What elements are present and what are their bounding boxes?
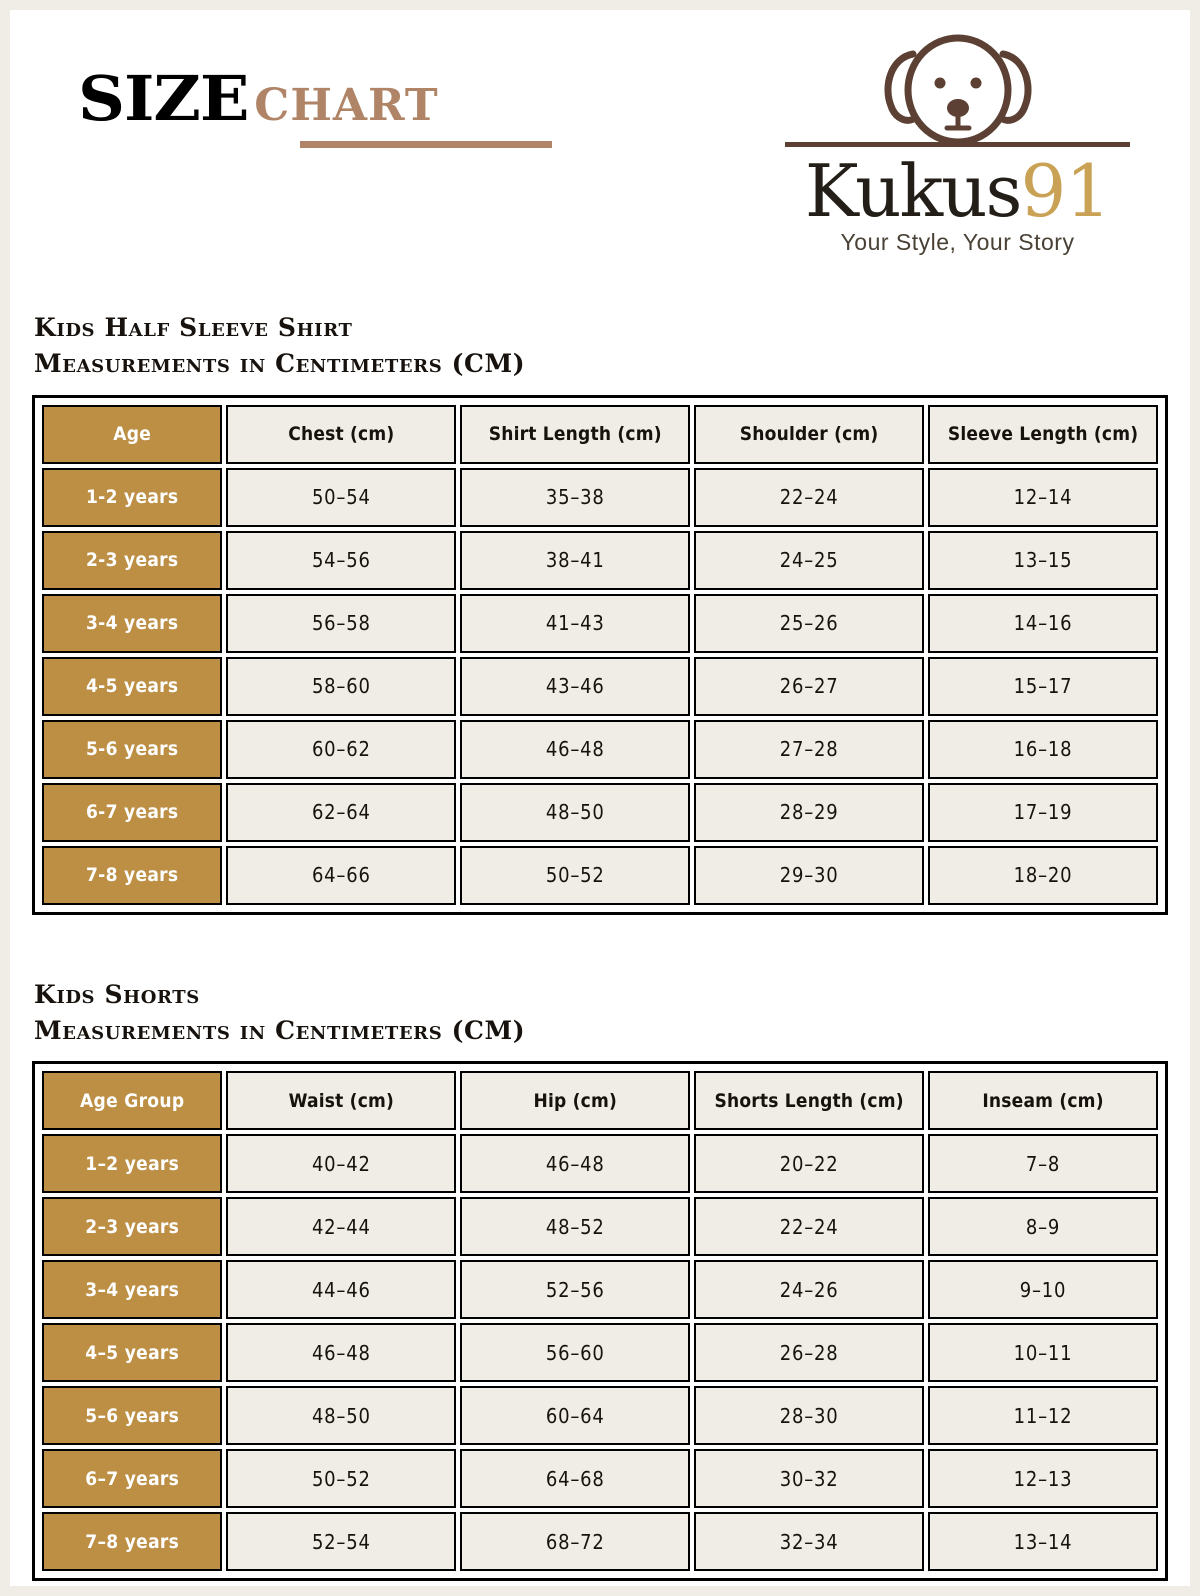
shirt-value-cell: 62–64 [226, 783, 456, 842]
shirt-value-cell: 56–58 [226, 594, 456, 653]
shirt-column-header: Sleeve Length (cm) [928, 405, 1158, 464]
shorts-value-cell: 50–52 [226, 1449, 456, 1508]
shorts-value-cell: 8–9 [928, 1197, 1158, 1256]
shorts-age-cell: 6–7 years [42, 1449, 222, 1508]
section-heading-shirt [34, 310, 1190, 383]
shorts-value-cell: 26–28 [694, 1323, 924, 1382]
title-underline-rule [300, 141, 552, 148]
shirt-age-cell: 2-3 years [42, 531, 222, 590]
shirt-header-row [42, 405, 1158, 464]
section-heading-shirt-line1: Kids Half Sleeve Shirt [34, 313, 353, 342]
shorts-value-cell: 40–42 [226, 1134, 456, 1193]
shorts-value-cell: 52–54 [226, 1512, 456, 1571]
shirt-age-cell: 1-2 years [42, 468, 222, 527]
shorts-table-head [42, 1071, 1158, 1130]
table-row [42, 1512, 1158, 1571]
table-row [42, 1260, 1158, 1319]
shorts-value-cell: 22–24 [694, 1197, 924, 1256]
shorts-age-cell: 3–4 years [42, 1260, 222, 1319]
shorts-value-cell: 48–50 [226, 1386, 456, 1445]
shirt-column-header: Chest (cm) [226, 405, 456, 464]
shorts-header-row [42, 1071, 1158, 1130]
shorts-value-cell: 52–56 [460, 1260, 690, 1319]
shorts-value-cell: 64–68 [460, 1449, 690, 1508]
shirt-value-cell: 54–56 [226, 531, 456, 590]
shorts-size-table-frame [32, 1061, 1168, 1581]
section-heading-shorts [34, 977, 1190, 1050]
shorts-table-body [42, 1134, 1158, 1571]
shorts-value-cell: 42–44 [226, 1197, 456, 1256]
shorts-value-cell: 68–72 [460, 1512, 690, 1571]
shorts-value-cell: 12–13 [928, 1449, 1158, 1508]
logo-divider-rule [785, 142, 1130, 147]
shorts-age-cell: 2–3 years [42, 1197, 222, 1256]
shirt-value-cell: 50–54 [226, 468, 456, 527]
section-heading-shirt-line2: Measurements in Centimeters (CM) [34, 349, 526, 379]
title-size-word: SIZE [78, 62, 249, 135]
size-chart-page [10, 10, 1190, 1586]
shorts-size-table [38, 1067, 1162, 1575]
table-row [42, 531, 1158, 590]
shirt-size-table-frame [32, 395, 1168, 915]
dog-head-icon [873, 28, 1043, 146]
shorts-value-cell: 60–64 [460, 1386, 690, 1445]
shirt-age-cell: 3-4 years [42, 594, 222, 653]
shirt-table-body [42, 468, 1158, 905]
shirt-value-cell: 64–66 [226, 846, 456, 905]
shorts-column-header: Waist (cm) [226, 1071, 456, 1130]
shorts-age-cell: 7–8 years [42, 1512, 222, 1571]
shirt-value-cell: 58–60 [226, 657, 456, 716]
table-row [42, 657, 1158, 716]
shirt-age-cell: 6-7 years [42, 783, 222, 842]
shorts-value-cell: 10–11 [928, 1323, 1158, 1382]
brand-wordmark [785, 149, 1130, 233]
shirt-column-header: Age [42, 405, 222, 464]
shorts-value-cell: 46–48 [460, 1134, 690, 1193]
shirt-column-header: Shoulder (cm) [694, 405, 924, 464]
shorts-column-header: Hip (cm) [460, 1071, 690, 1130]
shorts-value-cell: 56–60 [460, 1323, 690, 1382]
shorts-value-cell: 20–22 [694, 1134, 924, 1193]
shorts-value-cell: 32–34 [694, 1512, 924, 1571]
shirt-value-cell: 16–18 [928, 720, 1158, 779]
title-chart-word: CHART [254, 80, 439, 131]
table-row [42, 594, 1158, 653]
shirt-value-cell: 27–28 [694, 720, 924, 779]
table-row [42, 720, 1158, 779]
shirt-value-cell: 13–15 [928, 531, 1158, 590]
brand-name-gold: 91 [1020, 149, 1111, 233]
shirt-value-cell: 43–46 [460, 657, 690, 716]
shorts-column-header: Age Group [42, 1071, 222, 1130]
shorts-value-cell: 9–10 [928, 1260, 1158, 1319]
shirt-value-cell: 24–25 [694, 531, 924, 590]
shirt-value-cell: 41–43 [460, 594, 690, 653]
table-row [42, 468, 1158, 527]
shirt-age-cell: 5-6 years [42, 720, 222, 779]
brand-name-dark: Kukus [804, 149, 1021, 233]
shorts-age-cell: 1–2 years [42, 1134, 222, 1193]
shirt-value-cell: 26–27 [694, 657, 924, 716]
table-row [42, 783, 1158, 842]
shorts-value-cell: 13–14 [928, 1512, 1158, 1571]
shorts-value-cell: 24–26 [694, 1260, 924, 1319]
shorts-value-cell: 48–52 [460, 1197, 690, 1256]
shirt-age-cell: 7-8 years [42, 846, 222, 905]
shirt-value-cell: 14–16 [928, 594, 1158, 653]
section-heading-shorts-line2: Measurements in Centimeters (CM) [34, 1015, 526, 1045]
section-heading-shorts-line1: Kids Shorts [34, 979, 200, 1009]
table-row [42, 846, 1158, 905]
shirt-age-cell: 4-5 years [42, 657, 222, 716]
shorts-value-cell: 11–12 [928, 1386, 1158, 1445]
shorts-value-cell: 46–48 [226, 1323, 456, 1382]
table-row [42, 1197, 1158, 1256]
brand-logo [785, 28, 1130, 256]
shirt-value-cell: 46–48 [460, 720, 690, 779]
shirt-value-cell: 22–24 [694, 468, 924, 527]
shorts-value-cell: 44–46 [226, 1260, 456, 1319]
page-header [10, 10, 1190, 310]
shirt-value-cell: 25–26 [694, 594, 924, 653]
shirt-value-cell: 60–62 [226, 720, 456, 779]
shirt-value-cell: 29–30 [694, 846, 924, 905]
shorts-age-cell: 4–5 years [42, 1323, 222, 1382]
shorts-value-cell: 28–30 [694, 1386, 924, 1445]
shirt-value-cell: 48–50 [460, 783, 690, 842]
shirt-column-header: Shirt Length (cm) [460, 405, 690, 464]
shorts-column-header: Shorts Length (cm) [694, 1071, 924, 1130]
shirt-value-cell: 50–52 [460, 846, 690, 905]
table-row [42, 1449, 1158, 1508]
table-row [42, 1323, 1158, 1382]
shirt-value-cell: 38–41 [460, 531, 690, 590]
shorts-age-cell: 5–6 years [42, 1386, 222, 1445]
page-title [78, 62, 552, 148]
shorts-value-cell: 7–8 [928, 1134, 1158, 1193]
shirt-size-table [38, 401, 1162, 909]
table-row [42, 1386, 1158, 1445]
brand-tagline: Your Style, Your Story [840, 229, 1075, 255]
shirt-table-head [42, 405, 1158, 464]
shirt-value-cell: 35–38 [460, 468, 690, 527]
shirt-value-cell: 17–19 [928, 783, 1158, 842]
shirt-value-cell: 18–20 [928, 846, 1158, 905]
table-row [42, 1134, 1158, 1193]
shirt-value-cell: 12–14 [928, 468, 1158, 527]
shorts-column-header: Inseam (cm) [928, 1071, 1158, 1130]
shirt-value-cell: 15–17 [928, 657, 1158, 716]
shorts-value-cell: 30–32 [694, 1449, 924, 1508]
shirt-value-cell: 28–29 [694, 783, 924, 842]
